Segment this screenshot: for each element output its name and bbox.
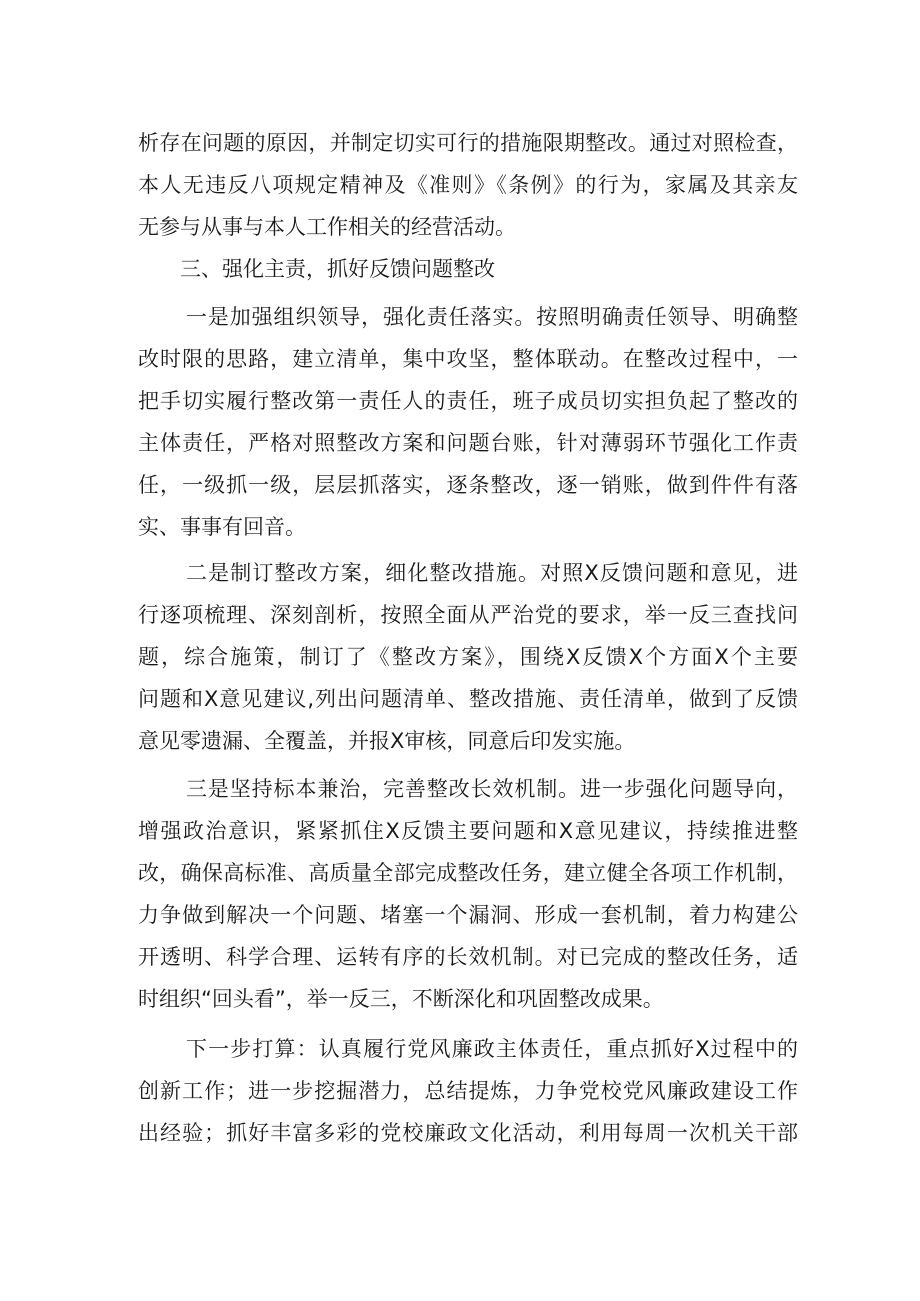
paragraph-line: 二是制订整改方案，细化整改措施。对照X反馈问题和意见，进 xyxy=(186,561,798,585)
paragraph-line: 力争做到解决一个问题、堵塞一个漏洞、形成一套机制，着力构建公 xyxy=(138,903,798,927)
paragraph-line: 任，一级抓一级，层层抓落实，逐条整改，逐一销账，做到件件有落 xyxy=(138,473,798,497)
paragraph-line: 析存在问题的原因，并制定切实可行的措施限期整改。通过对照检查， xyxy=(138,131,798,155)
paragraph-line: 意见零遗漏、全覆盖，并报X审核，同意后印发实施。 xyxy=(138,729,636,753)
paragraph-line: 三是坚持标本兼治，完善整改长效机制。进一步强化问题导向， xyxy=(186,777,798,801)
paragraph-line: 把手切实履行整改第一责任人的责任，班子成员切实担负起了整改的 xyxy=(138,389,798,413)
paragraph-line: 改，确保高标准、高质量全部完成整改任务，建立健全各项工作机制， xyxy=(138,861,798,885)
section-heading: 三、强化主责，抓好反馈问题整改 xyxy=(180,257,495,281)
paragraph-line: 时组织“回头看”，举一反三，不断深化和巩固整改成果。 xyxy=(138,987,664,1011)
paragraph-line: 无参与从事与本人工作相关的经营活动。 xyxy=(138,215,516,239)
paragraph-line: 实、事事有回音。 xyxy=(138,515,306,539)
paragraph-line: 主体责任，严格对照整改方案和问题台账，针对薄弱环节强化工作责 xyxy=(138,431,798,455)
paragraph-line: 增强政治意识，紧紧抓住X反馈主要问题和X意见建议，持续推进整 xyxy=(138,819,798,843)
paragraph-line: 改时限的思路，建立清单，集中攻坚，整体联动。在整改过程中，一 xyxy=(138,347,798,371)
paragraph-line: 创新工作；进一步挖掘潜力，总结提炼，力争党校党风廉政建设工作 xyxy=(138,1079,798,1103)
paragraph-line: 本人无违反八项规定精神及《准则》《条例》的行为，家属及其亲友 xyxy=(138,173,798,197)
paragraph-line: 问题和X意见建议,列出问题清单、整改措施、责任清单，做到了反馈 xyxy=(138,687,798,711)
paragraph-line: 下一步打算：认真履行党风廉政主体责任，重点抓好X过程中的 xyxy=(186,1037,798,1061)
paragraph-line: 行逐项梳理、深刻剖析，按照全面从严治党的要求，举一反三查找问 xyxy=(138,603,798,627)
paragraph-line: 出经验；抓好丰富多彩的党校廉政文化活动，利用每周一次机关干部 xyxy=(138,1121,798,1145)
paragraph-line: 题，综合施策，制订了《整改方案》，围绕X反馈X个方面X个主要 xyxy=(138,645,798,669)
paragraph-line: 一是加强组织领导，强化责任落实。按照明确责任领导、明确整 xyxy=(186,305,798,329)
paragraph-line: 开透明、科学合理、运转有序的长效机制。对已完成的整改任务，适 xyxy=(138,945,798,969)
